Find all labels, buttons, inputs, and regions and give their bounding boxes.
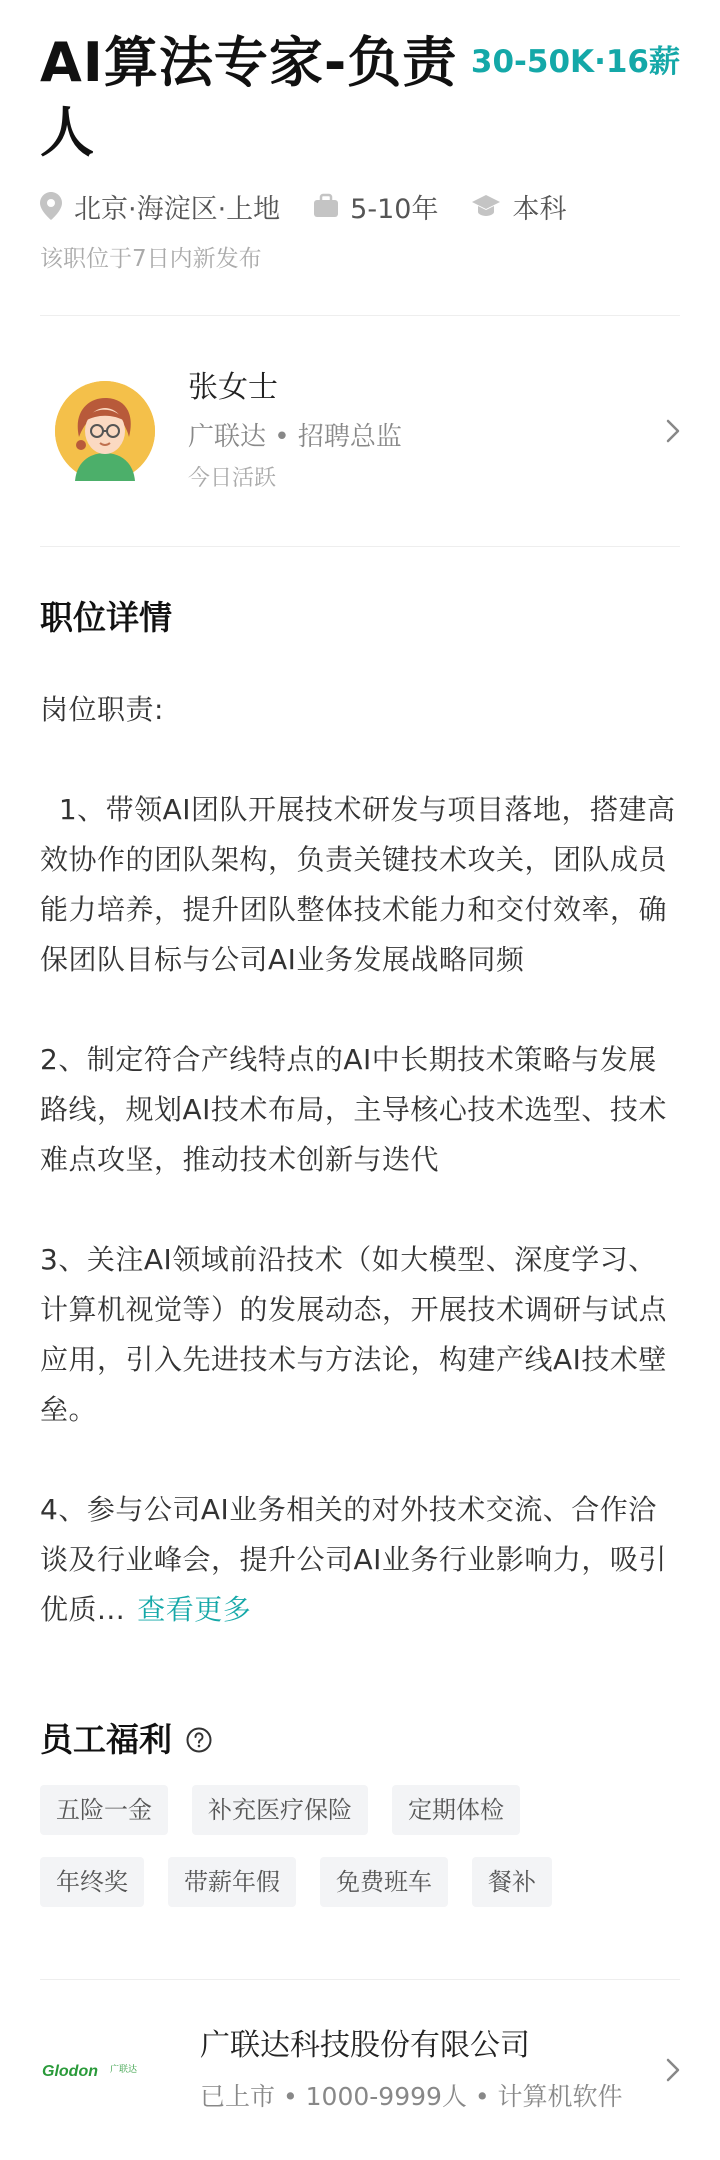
description-paragraph-2: 2、制定符合产线特点的AI中长期技术策略与发展路线，规划AI技术布局，主导核心技术选型、技术难点攻坚，推动技术创新与迭代 [40,1043,667,1176]
avatar [55,381,155,481]
job-description [40,685,680,1635]
benefit-tag: 五险一金 [40,1785,168,1835]
recruiter-name: 张女士 [188,370,278,405]
help-circle-icon[interactable] [186,1727,212,1753]
description-heading: 岗位职责: [40,693,164,726]
salary: 30-50K·16薪 [470,44,680,80]
company-name: 广联达科技股份有限公司 [200,2028,530,2063]
graduation-cap-icon [472,195,500,217]
divider [40,546,680,547]
education-item [472,187,566,226]
chevron-right-icon[interactable] [666,419,680,443]
benefit-tag: 年终奖 [40,1857,144,1907]
chevron-right-icon[interactable] [666,2058,680,2082]
benefits-header [40,1717,680,1763]
benefit-tag: 补充医疗保险 [192,1785,368,1835]
company-info [200,2026,623,2114]
svg-text:广联达: 广联达 [110,2065,138,2075]
recruiter-card[interactable] [40,316,680,546]
company-meta: 已上市 • 1000-9999人 • 计算机软件 [200,2082,623,2111]
job-title: AI算法专家-负责人 [40,31,458,164]
benefit-tag: 定期体检 [392,1785,520,1835]
description-paragraph-4-wrap [40,1485,680,1635]
recruiter-active-status: 今日活跃 [188,466,277,491]
svg-text:Glodon: Glodon [42,2063,98,2080]
job-detail-title: 职位详情 [40,598,172,637]
benefit-tags [40,1785,640,1929]
recruiter-info [188,368,402,494]
location-pin-icon [40,192,62,220]
job-header [40,0,680,273]
recruiter-company-title: 广联达 • 招聘总监 [188,422,402,452]
location-text: 北京·海淀区·上地 [74,193,281,225]
description-paragraph-4: 4、参与公司AI业务相关的对外技术交流、合作洽谈及行业峰会，提升公司AI业务行业影响力，吸引优质... [40,1493,667,1626]
recruiter-avatar-illustration [55,381,155,481]
post-note: 该职位于7日内新发布 [40,246,262,272]
briefcase-icon [314,195,338,217]
company-card[interactable] [40,1980,680,2160]
experience-text: 5-10年 [350,193,439,225]
benefit-tag: 餐补 [472,1857,552,1907]
experience-item [314,187,438,226]
company-logo [40,2050,170,2090]
view-more-link[interactable]: 查看更多 [137,1593,252,1626]
benefit-tag: 免费班车 [320,1857,448,1907]
location-item [40,187,280,226]
education-text: 本科 [512,193,567,225]
job-meta [40,184,680,228]
description-paragraph-3: 3、关注AI领域前沿技术（如大模型、深度学习、计算机视觉等）的发展动态，开展技术调研与试点应用，引入先进技术与方法论，构建产线AI技术壁垒。 [40,1243,668,1426]
glodon-logo [40,2050,170,2090]
benefit-tag: 带薪年假 [168,1857,296,1907]
benefits-title: 员工福利 [40,1720,172,1759]
description-paragraph-1: 1、带领AI团队开展技术研发与项目落地，搭建高效协作的团队架构，负责关键技术攻关，团队成员能力培养，提升团队整体技术能力和交付效率，确保团队目标与公司AI业务发展战略同频 [40,793,676,976]
